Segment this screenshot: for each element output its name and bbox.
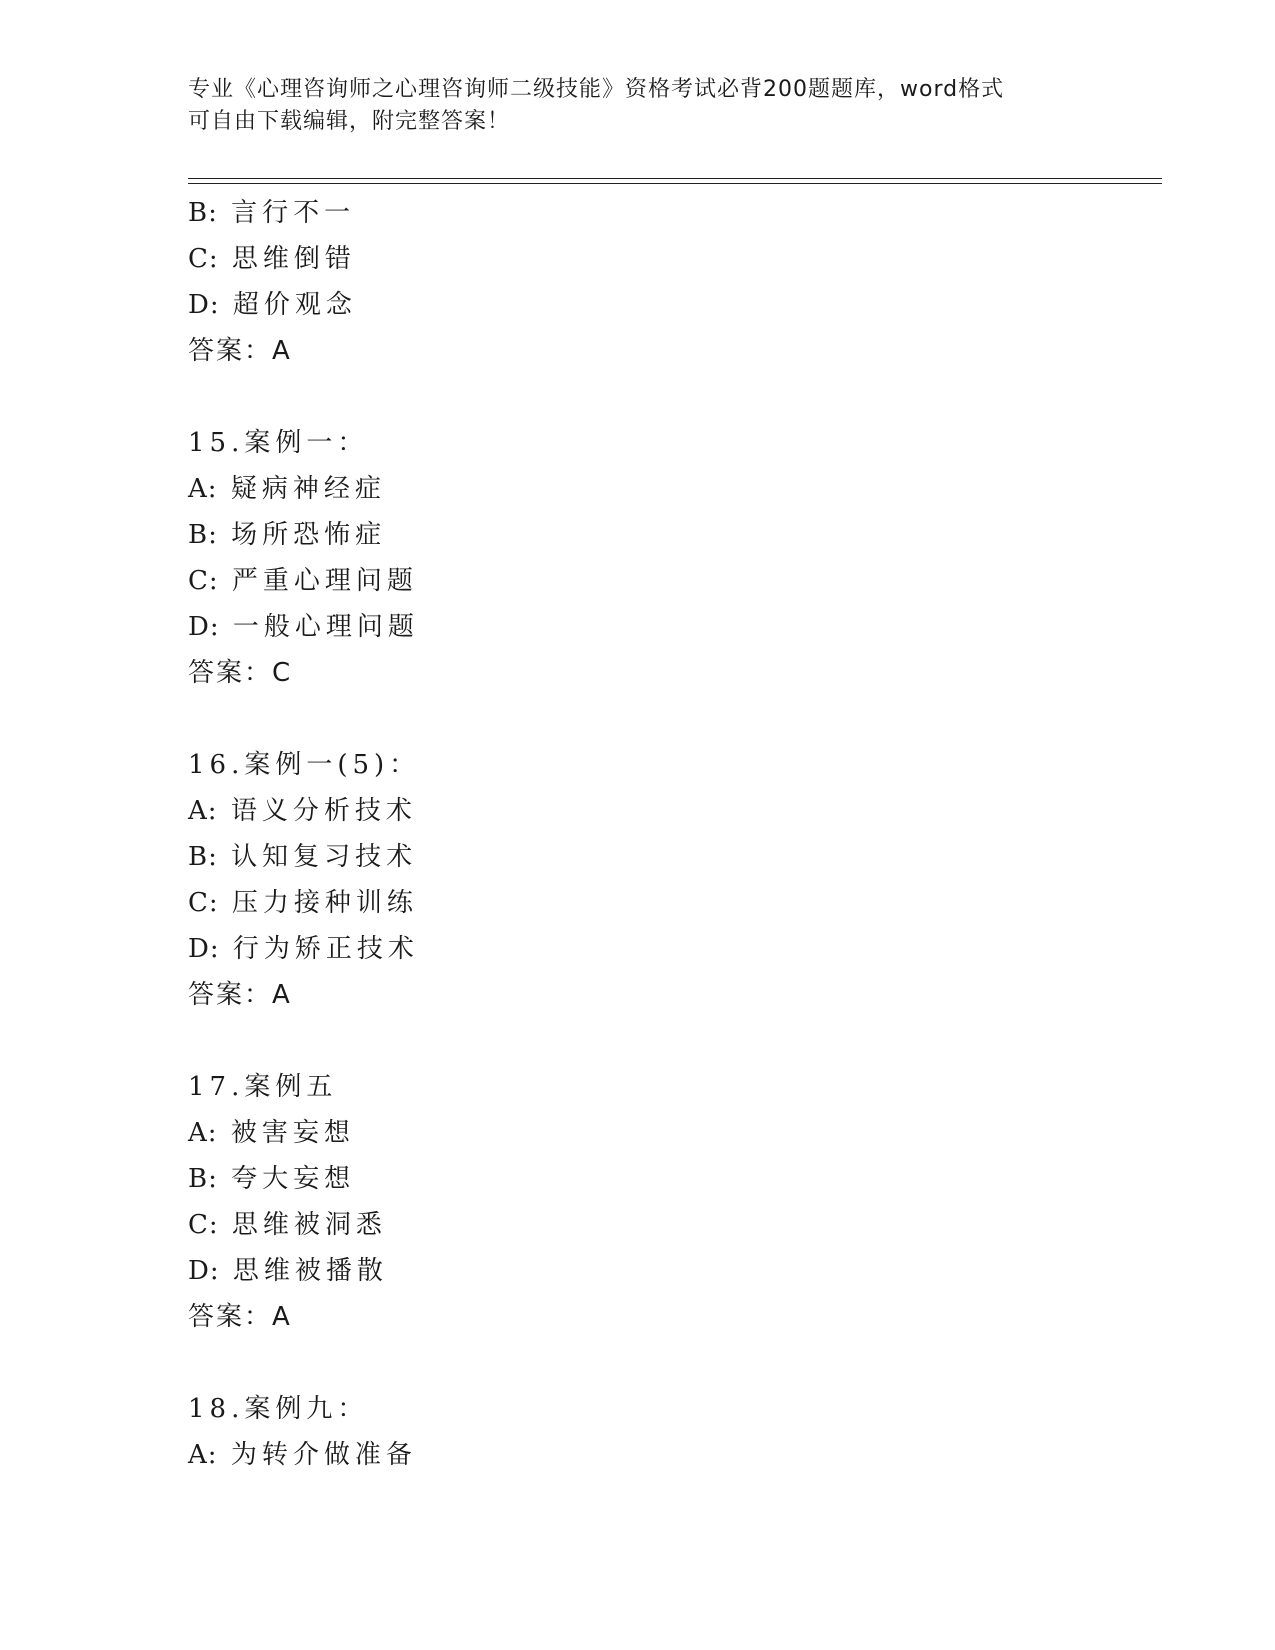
answer-line: 答案：A xyxy=(188,1302,292,1332)
answer-line: 答案：A xyxy=(188,980,292,1010)
option-a xyxy=(188,466,1088,512)
option-text: 语义分析技术 xyxy=(230,796,417,826)
answer-line: 答案：C xyxy=(188,658,293,688)
option-d xyxy=(188,926,1088,972)
option-text: 言行不一 xyxy=(231,198,356,228)
option-key: D: xyxy=(188,1256,220,1286)
option-text: 压力接种训练 xyxy=(231,888,418,918)
header-divider-bottom xyxy=(188,183,1162,184)
option-key: B: xyxy=(188,1164,218,1194)
option-key: C: xyxy=(188,244,219,274)
answer-line: 答案：A xyxy=(188,336,292,366)
option-key: B: xyxy=(188,198,218,228)
option-c xyxy=(188,880,1088,926)
option-text: 疑病神经症 xyxy=(230,474,386,504)
option-text: 夸大妄想 xyxy=(231,1164,356,1194)
option-key: A: xyxy=(188,1440,218,1470)
option-key: C: xyxy=(188,888,219,918)
option-key: D: xyxy=(188,934,220,964)
option-text: 行为矫正技术 xyxy=(232,934,419,964)
option-text: 认知复习技术 xyxy=(231,842,418,872)
question-18 xyxy=(188,1386,1088,1478)
question-list xyxy=(188,190,1088,1478)
option-c xyxy=(188,558,1088,604)
option-text: 思维被播散 xyxy=(232,1256,388,1286)
option-key: D: xyxy=(188,290,220,320)
option-b xyxy=(188,834,1088,880)
question-title: 17.案例五 xyxy=(188,1072,338,1102)
option-text: 超价观念 xyxy=(232,290,357,320)
option-text: 思维倒错 xyxy=(231,244,356,274)
option-b xyxy=(188,190,1088,236)
option-text: 思维被洞悉 xyxy=(231,1210,387,1240)
option-c xyxy=(188,236,1088,282)
question-title: 18.案例九： xyxy=(188,1394,369,1424)
option-b xyxy=(188,1156,1088,1202)
option-key: C: xyxy=(188,566,219,596)
question-17 xyxy=(188,1064,1088,1340)
question-14-continued xyxy=(188,190,1088,374)
option-key: A: xyxy=(188,474,218,504)
question-title: 15.案例一： xyxy=(188,428,369,458)
option-a xyxy=(188,1110,1088,1156)
option-c xyxy=(188,1202,1088,1248)
document-header xyxy=(188,74,1088,138)
header-line-1: 专业《心理咨询师之心理咨询师二级技能》资格考试必背200题题库，word格式 xyxy=(188,77,1005,102)
option-key: D: xyxy=(188,612,220,642)
option-key: A: xyxy=(188,796,218,826)
option-a xyxy=(188,1432,1088,1478)
header-divider-top xyxy=(188,178,1162,179)
option-key: C: xyxy=(188,1210,219,1240)
option-text: 严重心理问题 xyxy=(231,566,418,596)
option-d xyxy=(188,1248,1088,1294)
header-line-2: 可自由下载编辑，附完整答案！ xyxy=(188,109,511,134)
option-key: B: xyxy=(188,842,218,872)
option-text: 被害妄想 xyxy=(230,1118,355,1148)
option-d xyxy=(188,604,1088,650)
option-key: B: xyxy=(188,520,218,550)
question-16 xyxy=(188,742,1088,1018)
question-15 xyxy=(188,420,1088,696)
option-d xyxy=(188,282,1088,328)
option-b xyxy=(188,512,1088,558)
option-text: 场所恐怖症 xyxy=(231,520,387,550)
question-title: 16.案例一(5)： xyxy=(188,750,421,780)
option-text: 为转介做准备 xyxy=(230,1440,417,1470)
option-a xyxy=(188,788,1088,834)
option-text: 一般心理问题 xyxy=(232,612,419,642)
option-key: A: xyxy=(188,1118,218,1148)
